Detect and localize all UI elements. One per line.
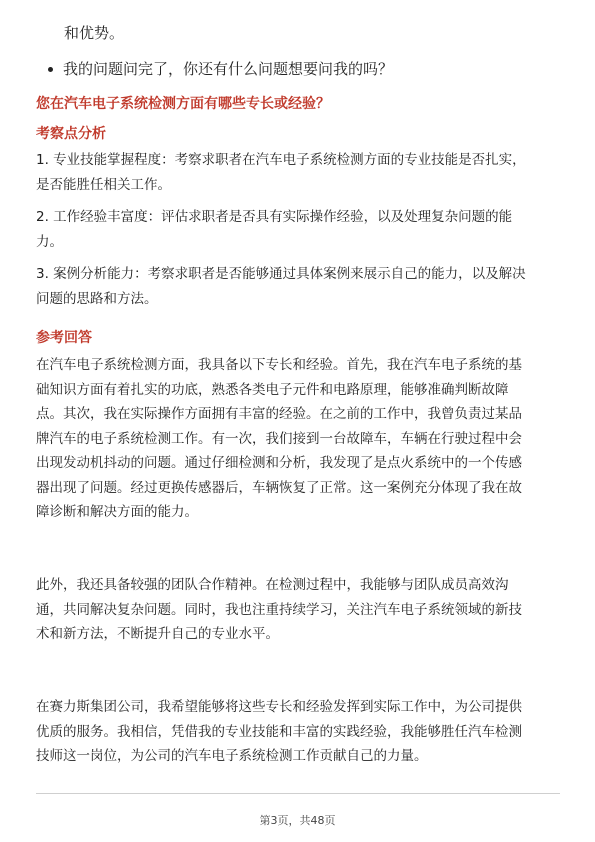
analysis-title: 考察点分析 bbox=[36, 126, 106, 142]
analysis-item: 3. 案例分析能力：考察求职者是否能够通过具体案例来展示自己的能力，以及解决 问题的思路和方法。 bbox=[36, 266, 526, 307]
question-title: 您在汽车电子系统检测方面有哪些专长或经验？ bbox=[36, 96, 330, 112]
answer-paragraph: 在赛力斯集团公司，我希望能够将这些专长和经验发挥到实际工作中，为公司提供 优质的服务。我相信，凭借我的专业技能和丰富的实践经验，我能够胜任汽车检测 技师这一岗位，为公司的汽车电子系统检测工作贡献自己的力量。 bbox=[36, 699, 522, 764]
bullet-dot-icon bbox=[48, 67, 53, 72]
bullet-item bbox=[48, 58, 393, 80]
page-number: 第3页，共48页 bbox=[259, 814, 336, 827]
analysis-item: 2. 工作经验丰富度：评估求职者是否具有实际操作经验，以及处理复杂问题的能 力。 bbox=[36, 209, 513, 250]
answer-paragraph: 在汽车电子系统检测方面，我具备以下专长和经验。首先，我在汽车电子系统的基 础知识方面有着扎实的功底，熟悉各类电子元件和电路原理，能够准确判断故障 点。其次，我在实际操作方面拥有丰富的经验。在之前的工作中，我曾负责过某品 牌汽车的电子系统检测工作。有一次，我们接到一台故障车，车辆在行驶过程中会 出现发动机抖动的问题。通过仔细检测和分析，我发现了是点火系统中的一个传感 器出现了问题。经过更换传感器后，车辆恢复了正常。这一案例充分体现了我在故 障诊断和解决方面的能力。 bbox=[36, 357, 522, 520]
bullet-text: 我的问题问完了，你还有什么问题想要问我的吗？ bbox=[63, 60, 394, 78]
answer-title: 参考回答 bbox=[36, 330, 92, 346]
answer-paragraph: 此外，我还具备较强的团队合作精神。在检测过程中，我能够与团队成员高效沟 通，共同解决复杂问题。同时，我也注重持续学习，关注汽车电子系统领域的新技 术和新方法，不断提升自己的专业水平。 bbox=[36, 577, 522, 642]
footer-divider bbox=[36, 793, 560, 794]
analysis-item: 1. 专业技能掌握程度：考察求职者在汽车电子系统检测方面的专业技能是否扎实， 是否能胜任相关工作。 bbox=[36, 152, 526, 193]
continuation-text: 和优势。 bbox=[64, 24, 125, 42]
